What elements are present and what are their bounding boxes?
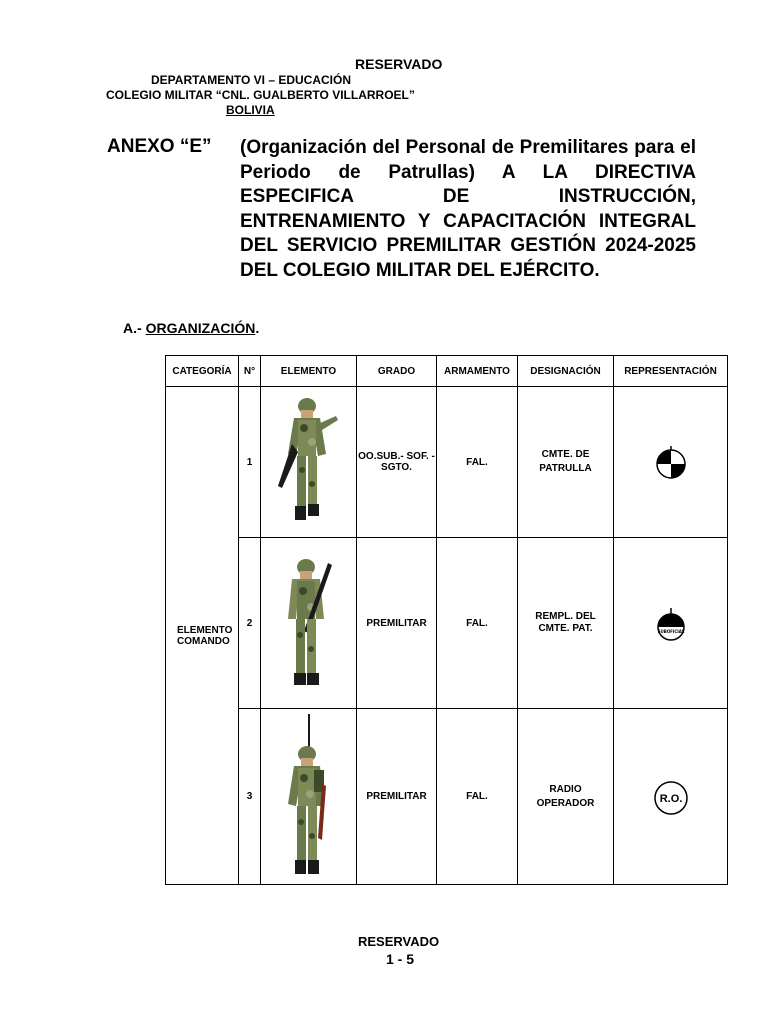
element-image-cell (261, 387, 357, 538)
symbol-label: R.O. (659, 792, 682, 805)
representation-cell (614, 538, 728, 709)
header-categoria: CATEGORÍA (166, 356, 239, 387)
section-heading (123, 320, 259, 336)
soldier-image (274, 394, 344, 530)
classification-footer: RESERVADO (358, 934, 440, 949)
armamento-cell: FAL. (437, 709, 518, 885)
designacion-cell (518, 538, 614, 709)
representation-cell (614, 709, 728, 885)
deputy-commander-symbol-icon (655, 607, 687, 641)
category-cell (166, 387, 239, 885)
organization-table (165, 355, 728, 885)
header-representacion: REPRESENTACIÓN (614, 356, 728, 387)
row-number: 1 (239, 387, 261, 538)
row-number: 3 (239, 709, 261, 885)
annex-title: (Organización del Personal de Premilitares para el Periodo de Patrullas) A LA DIRECTIVA ESPECIFICA DE INSTRUCCIÓN, ENTRENAMIENTO Y CAPACITACIÓN INTEGRAL DEL SERVICIO PREMILITAR GESTIÓN 2024-2025 DEL COLEGIO MILITAR DEL EJÉRCITO. (240, 137, 696, 281)
school-line: COLEGIO MILITAR “CNL. GUALBERTO VILLARROEL” (106, 88, 415, 102)
table-row (166, 387, 728, 538)
annex-label: ANEXO “E” (107, 136, 212, 157)
grado-cell: PREMILITAR (357, 709, 437, 885)
header-numero: N° (239, 356, 261, 387)
country-line: BOLIVIA (226, 103, 275, 117)
symbol-label: SUBOFICIAL (657, 629, 684, 634)
department-line: DEPARTAMENTO VI – EDUCACIÓN (151, 73, 352, 87)
section-title: ORGANIZACIÓN (145, 320, 256, 336)
header-elemento: ELEMENTO (261, 356, 357, 387)
element-image-cell (261, 538, 357, 709)
row-number: 2 (239, 538, 261, 709)
table-row (166, 538, 728, 709)
page-number: 1 - 5 (386, 951, 415, 967)
grado-cell: OO.SUB.- SOF. - SGTO. (357, 387, 437, 538)
designacion-text: REMPL. DEL CMTE. PAT. (535, 611, 596, 634)
representation-cell (614, 387, 728, 538)
table-row (166, 709, 728, 885)
element-image-cell (261, 709, 357, 885)
designacion-cell (518, 387, 614, 538)
designacion-text: RADIO OPERADOR (536, 783, 595, 809)
armamento-cell: FAL. (437, 538, 518, 709)
classification-header: RESERVADO (355, 56, 443, 72)
armamento-cell: FAL. (437, 387, 518, 538)
header-grado: GRADO (357, 356, 437, 387)
designacion-cell (518, 709, 614, 885)
category-label: ELEMENTO COMANDO (177, 624, 233, 647)
soldier-image (274, 553, 344, 693)
header-designacion: DESIGNACIÓN (518, 356, 614, 387)
grado-cell: PREMILITAR (357, 538, 437, 709)
section-suffix: . (255, 320, 260, 336)
radio-operator-symbol-icon (651, 780, 691, 816)
designacion-text: CMTE. DE PATRULLA (539, 449, 592, 474)
header-armamento: ARMAMENTO (437, 356, 518, 387)
section-prefix: A.- (123, 320, 142, 336)
patrol-commander-symbol-icon (655, 446, 687, 480)
table-header-row (166, 356, 728, 387)
soldier-image (274, 714, 344, 879)
